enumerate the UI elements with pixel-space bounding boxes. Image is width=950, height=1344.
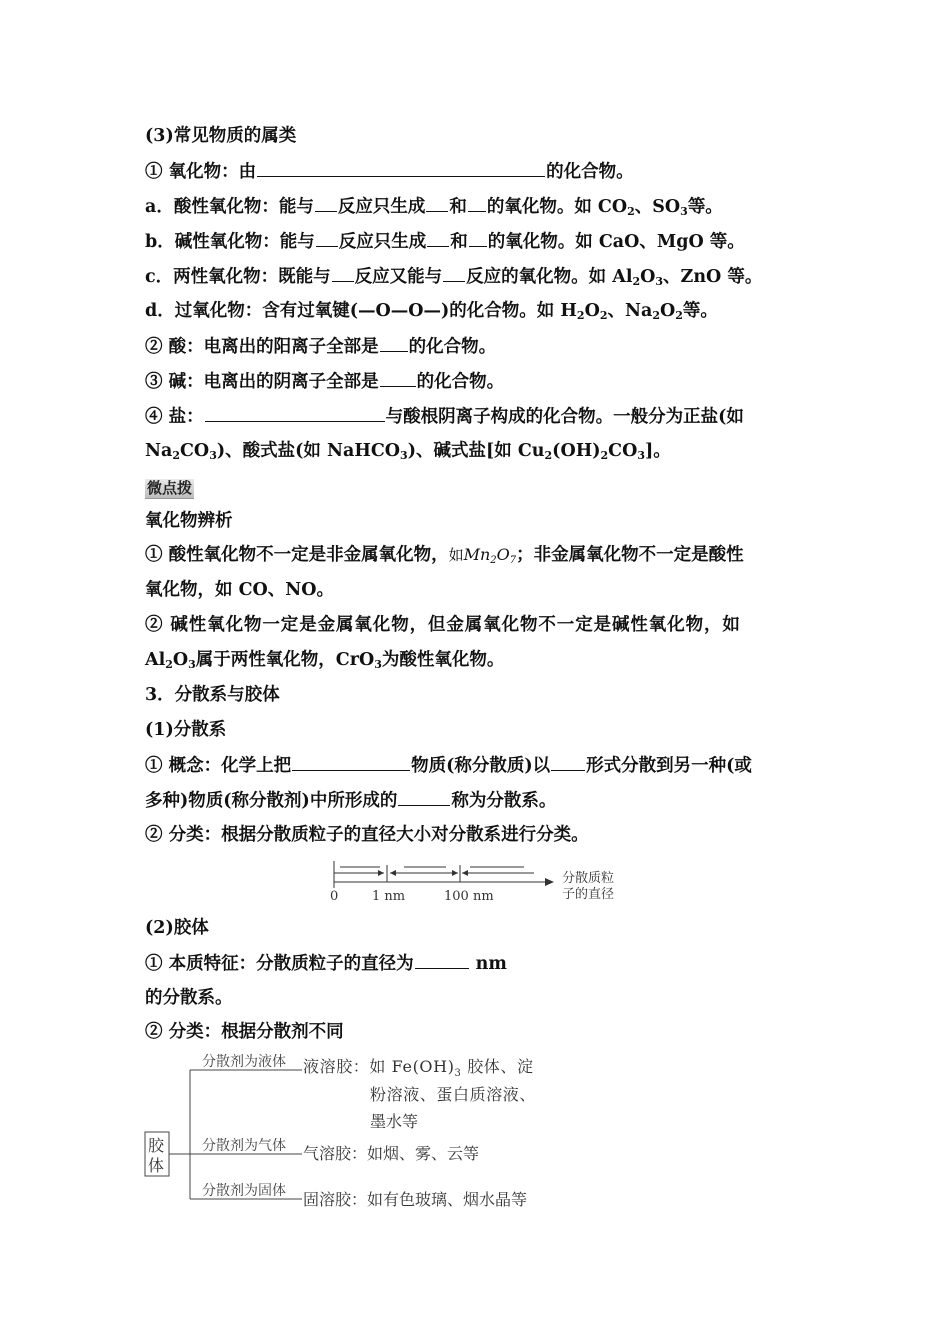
fill-blank[interactable] (398, 788, 450, 806)
tip-2: ② 碱性氧化物一定是金属氧化物，但金属氧化物不一定是碱性氧化物，如 (145, 615, 741, 635)
section-title: (3)常见物质的属类 (145, 126, 297, 146)
branch-label: 分散剂为固体 (202, 1183, 286, 1199)
fill-blank[interactable] (257, 159, 545, 177)
branch-label: 分散剂为液体 (202, 1054, 286, 1070)
branch-label: 分散剂为气体 (202, 1138, 286, 1154)
tip-label: 微点拨 (147, 479, 193, 497)
axis-label: 分散质粒 (562, 871, 615, 886)
tick-label: 1 nm (372, 889, 406, 904)
branch-text: 固溶胶：如有色玻璃、烟水晶等 (303, 1190, 528, 1209)
tip-2-cont: $Al_2O_3$属于两性氧化物，CrO$_3$为酸性氧化物。 (145, 650, 505, 671)
branch-text: 粉溶液、蛋白质溶液、 (370, 1085, 537, 1104)
dispersion-concept-cont: 多种)物质(称分散剂)中所形成的 称为分散系。 (145, 788, 556, 813)
dispersion-concept: ① 概念：化学上把 物质(称分散质)以 形式分散到另一种(或 (145, 753, 752, 778)
branch-text: 气溶胶：如烟、雾、云等 (303, 1144, 480, 1163)
tip-1: ① 酸性氧化物不一定是非金属氧化物，如$Mn_2O_7$；非金属氧化物不一定是酸性 (145, 545, 744, 566)
fill-blank[interactable] (427, 229, 449, 247)
colloid-classification: ② 分类：根据分散剂不同 (145, 1022, 344, 1042)
peroxide-line: d．过氧化物：含有过氧键(—O—O—)的化合物。如 $H_2O_2$、$Na_2O_2$等。 (145, 301, 718, 322)
salt-definition: ④ 盐： 与酸根阴离子构成的化合物。一般分为正盐(如 (145, 404, 744, 429)
dispersion-classification: ② 分类：根据分散质粒子的直径大小对分散系进行分类。 (145, 825, 589, 845)
fill-blank[interactable] (380, 334, 408, 352)
colloid-feature: ① 本质特征：分散质粒子的直径为 nm (145, 951, 507, 976)
dispersion-subheading: (1)分散系 (145, 720, 227, 740)
tick-label: 0 (330, 889, 339, 904)
fill-blank[interactable] (292, 753, 410, 771)
branch-text: 墨水等 (370, 1112, 419, 1131)
fill-blank[interactable] (551, 753, 585, 771)
acidic-oxide-line: a．酸性氧化物：能与 反应只生成 和 的氧化物。如 $CO_2$、$SO_3$等。 (145, 194, 723, 219)
fill-blank[interactable] (443, 264, 465, 282)
tick-label: 100 nm (444, 889, 494, 904)
colloid-tree-diagram (140, 1048, 560, 1218)
fill-blank[interactable] (468, 194, 486, 212)
acid-definition: ② 酸：电离出的阳离子全部是 的化合物。 (145, 334, 496, 359)
axis-label: 子的直径 (562, 887, 615, 902)
tree-root: 胶 (148, 1136, 165, 1155)
tip-1-cont: 氧化物，如 CO、NO。 (145, 580, 335, 600)
dispersion-heading: 3．分散系与胶体 (145, 685, 280, 705)
fill-blank[interactable] (332, 264, 354, 282)
base-definition: ③ 碱：电离出的阴离子全部是 的化合物。 (145, 369, 504, 394)
oxide-definition: ① 氧化物：由 的化合物。 (145, 159, 634, 184)
particle-size-axis (320, 855, 640, 907)
branch-text: 液溶胶：如 $Fe(OH)_3$ 胶体、淀 (303, 1057, 534, 1079)
fill-blank[interactable] (469, 229, 487, 247)
amphoteric-oxide-line: c．两性氧化物：既能与 反应又能与 反应的氧化物。如 $Al_2O_3$、ZnO 等。 (145, 264, 762, 289)
fill-blank[interactable] (415, 951, 469, 969)
tip-title: 氧化物辨析 (145, 511, 233, 531)
fill-blank[interactable] (426, 194, 448, 212)
fill-blank[interactable] (380, 369, 416, 387)
salt-examples: $Na_2CO_3$)、酸式盐(如 NaHCO$_3$)、碱式盐[如 $Cu_2(OH)_2CO_3$]。 (145, 441, 671, 462)
fill-blank[interactable] (315, 194, 337, 212)
colloid-feature-cont: 的分散系。 (145, 988, 233, 1008)
colloid-subheading: (2)胶体 (145, 918, 209, 938)
fill-blank[interactable] (205, 404, 385, 422)
basic-oxide-line: b．碱性氧化物：能与 反应只生成 和 的氧化物。如 CaO、MgO 等。 (145, 229, 745, 254)
fill-blank[interactable] (316, 229, 338, 247)
tree-root: 体 (148, 1156, 165, 1175)
